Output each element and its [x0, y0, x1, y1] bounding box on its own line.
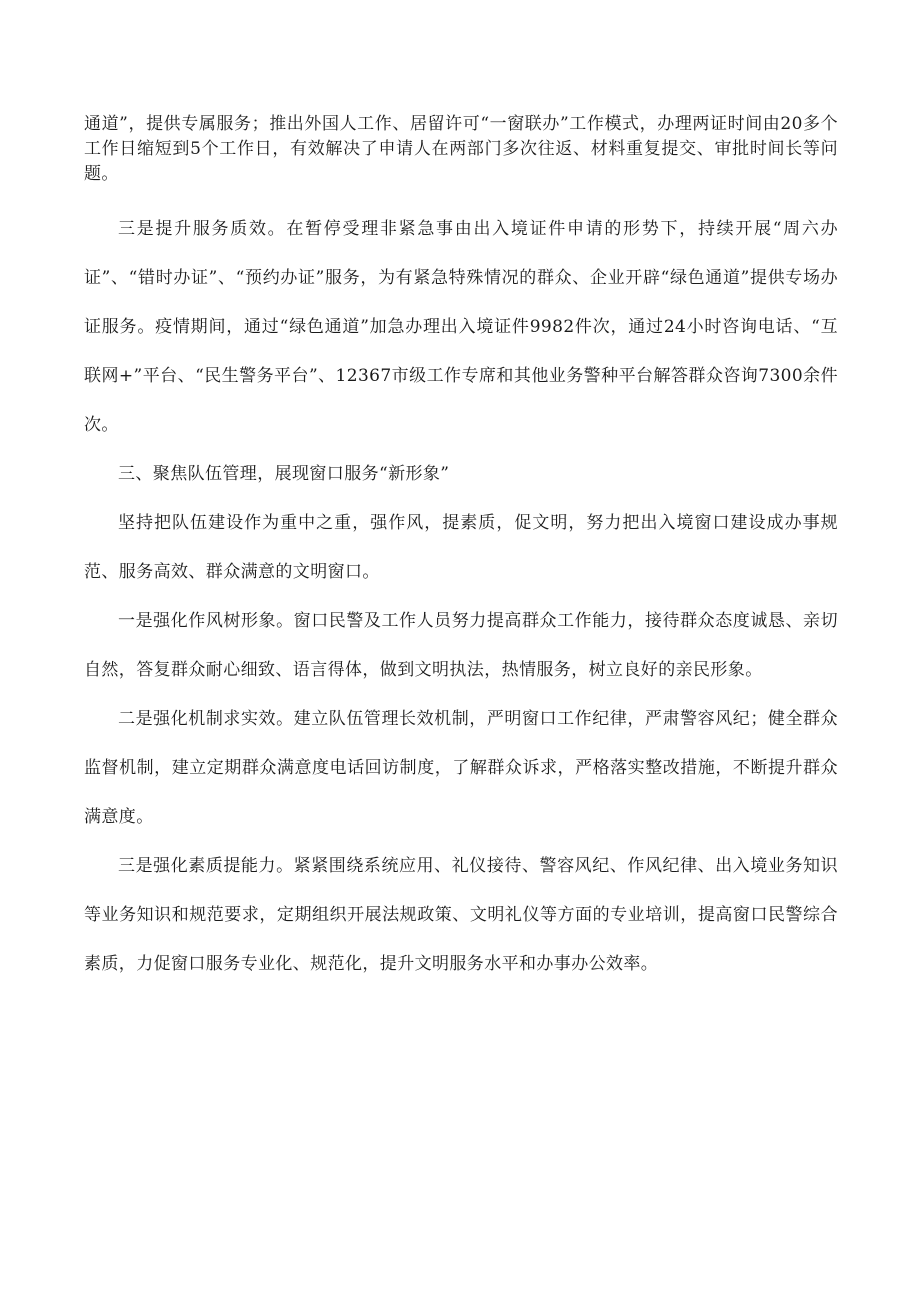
- section-heading-team-management: 三、聚焦队伍管理，展现窗口服务“新形象”: [118, 464, 450, 484]
- paragraph-quality-training: 三是强化素质提能力。紧紧围绕系统应用、礼仪接待、警容风纪、作风纪律、出入境业务知识等业务知识和规范要求，定期组织开展法规政策、文明礼仪等方面的专业培训，提高窗口民警综合素质，力促窗口服务专业化、规范化，提升文明服务水平和办事办公效率。: [84, 856, 838, 974]
- paragraph-work-style: 一是强化作风树形象。窗口民警及工作人员努力提高群众工作能力，接待群众态度诚恳、亲切自然，答复群众耐心细致、语言得体，做到文明执法，热情服务，树立良好的亲民形象。: [84, 611, 838, 680]
- paragraph-service-quality: 三是提升服务质效。在暂停受理非紧急事由出入境证件申请的形势下，持续开展“周六办证”、“错时办证”、“预约办证”服务，为有紧急特殊情况的群众、企业开辟“绿色通道”提供专场办证服务。疫情期间，通过“绿色通道”加急办理出入境证件9982件次，通过24小时咨询电话、“互联网+”平台、“民生警务平台”、12367市级工作专席和其他业务警种平台解答群众咨询7300余件次。: [84, 219, 838, 435]
- document-page: [84, 112, 838, 989]
- paragraph-team-building: 坚持把队伍建设作为重中之重，强作风，提素质，促文明，努力把出入境窗口建设成办事规范、服务高效、群众满意的文明窗口。: [84, 513, 838, 582]
- paragraph-continuation: 通道”，提供专属服务；推出外国人工作、居留许可“一窗联办”工作模式，办理两证时间由20多个工作日缩短到5个工作日，有效解决了申请人在两部门多次往返、材料重复提交、审批时间长等问题。: [84, 114, 838, 184]
- paragraph-mechanism: 二是强化机制求实效。建立队伍管理长效机制，严明窗口工作纪律，严肃警容风纪；健全群众监督机制，建立定期群众满意度电话回访制度，了解群众诉求，严格落实整改措施，不断提升群众满意度。: [84, 709, 838, 827]
